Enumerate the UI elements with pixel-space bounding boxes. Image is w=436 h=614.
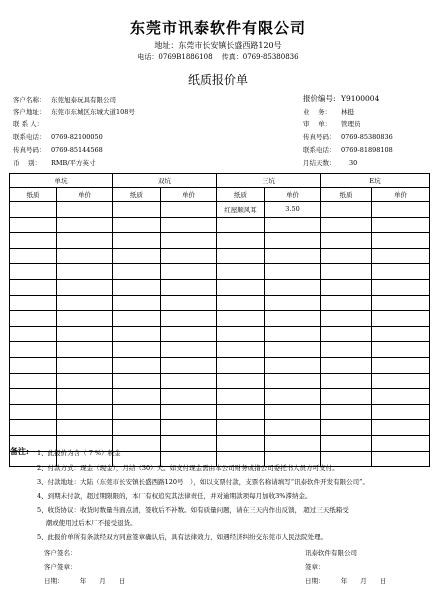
customer-address-row: [13, 107, 135, 116]
table-cell: 红屋顺风耳: [217, 202, 265, 218]
table-cell: [372, 202, 430, 218]
group-header: 三坑: [217, 174, 321, 188]
table-cell: [161, 357, 217, 373]
table-cell: [57, 342, 113, 358]
field-label: 联系电话：: [13, 133, 46, 141]
table-cell: [321, 217, 372, 233]
table-cell: [113, 404, 161, 420]
table-cell: [10, 202, 57, 218]
note-item: 4、到期未付款，超过期限限的，本厂有权追究其法律责任，并对逾期款项每月加收3%滞纳金。: [37, 492, 312, 500]
table-row: [10, 233, 430, 249]
table-cell: [217, 248, 265, 264]
field-label: 报价编号:: [303, 94, 336, 103]
note-item: 2、付款方式：现金（现金），月结（30）天。如支付现金需由本公司财务或指公司委托书人员方可支付。: [37, 464, 339, 472]
payment-days-row: [303, 158, 357, 167]
field-label: 传真号码：: [13, 146, 46, 154]
group-header-row: [10, 174, 430, 188]
table-cell: [57, 233, 113, 249]
table-cell: [217, 279, 265, 295]
table-cell: [265, 420, 321, 436]
table-cell: [57, 279, 113, 295]
table-row: [10, 311, 430, 327]
table-cell: [161, 217, 217, 233]
note-item: 5、收货协议：收货时数量当面点清，签收后不补数。如有质量问题，请在三天内作出反馈， 超过三天纸箱受: [37, 506, 349, 514]
table-cell: [217, 420, 265, 436]
table-cell: [10, 326, 57, 342]
company-address: 地址：东莞市长安镇长盛西路120号: [154, 41, 282, 50]
table-cell: [57, 373, 113, 389]
table-cell: [372, 264, 430, 280]
column-header: 单价: [161, 188, 217, 202]
table-cell: [372, 404, 430, 420]
table-cell: [161, 248, 217, 264]
table-cell: [113, 373, 161, 389]
table-cell: [10, 420, 57, 436]
document-title: 纸质报价单: [187, 73, 248, 87]
table-cell: [321, 311, 372, 327]
field-label: 业 务：: [303, 108, 332, 116]
company-phone-row: [303, 145, 393, 154]
customer-date-label: 日期： 年 月 日: [44, 577, 126, 585]
table-cell: [372, 217, 430, 233]
table-cell: [161, 342, 217, 358]
column-header: 纸质: [321, 188, 372, 202]
table-cell: [57, 295, 113, 311]
table-cell: [372, 248, 430, 264]
customer-name: 东莞旭泰玩具有限公司: [51, 96, 116, 104]
table-cell: [57, 217, 113, 233]
table-cell: 3.50: [265, 202, 321, 218]
table-cell: [372, 311, 430, 327]
field-label: 币 别：: [13, 159, 42, 167]
salesperson-row: [303, 107, 354, 116]
note-item: 5、此报价单所有条款经双方同意签章确认后，具有法律效力，如遇经济纠纷交东莞市人民法院处理。: [37, 533, 328, 541]
field-label: 传真号码：: [303, 133, 336, 141]
table-cell: [321, 248, 372, 264]
table-cell: [217, 264, 265, 280]
table-cell: [161, 389, 217, 405]
table-cell: [10, 389, 57, 405]
table-cell: [161, 311, 217, 327]
group-header: 单坑: [10, 174, 113, 188]
table-cell: [10, 264, 57, 280]
table-cell: [265, 248, 321, 264]
customer-fax: 0769-85144568: [51, 146, 103, 154]
table-row: [10, 357, 430, 373]
table-cell: [321, 357, 372, 373]
company-fax-row: [303, 132, 393, 141]
table-cell: [217, 311, 265, 327]
contact-row: [13, 119, 51, 128]
table-cell: [161, 373, 217, 389]
table-cell: [57, 420, 113, 436]
table-cell: [217, 404, 265, 420]
customer-signature-label: 客户签名：: [44, 549, 77, 557]
table-cell: [372, 435, 430, 451]
note-item: 3、付款地址：大陆（东莞市长安镇长盛西路120号 ），如以支票付款，支票名称请填写“讯泰软件开发有限公司”。: [37, 478, 369, 486]
table-cell: [265, 279, 321, 295]
table-cell: [217, 435, 265, 451]
table-cell: [265, 389, 321, 405]
customer-phone-row: [13, 132, 103, 141]
table-cell: [161, 202, 217, 218]
table-row: [10, 420, 430, 436]
table-cell: [321, 202, 372, 218]
reviewer: 管理员: [341, 120, 361, 128]
column-header: 纸质: [113, 188, 161, 202]
column-header: 单价: [265, 188, 321, 202]
table-cell: [217, 217, 265, 233]
table-row: [10, 326, 430, 342]
salesperson: 林挺: [341, 108, 354, 116]
table-cell: [372, 342, 430, 358]
table-cell: [161, 420, 217, 436]
table-cell: [57, 311, 113, 327]
column-header: 纸质: [217, 188, 265, 202]
note-item: 潮或使用过后本厂不接受退货。: [37, 519, 137, 527]
table-cell: [113, 326, 161, 342]
table-cell: [372, 389, 430, 405]
table-cell: [10, 404, 57, 420]
table-cell: [57, 202, 113, 218]
field-label: 审 单：: [303, 120, 332, 128]
table-cell: [321, 233, 372, 249]
currency-row: [13, 158, 96, 167]
quote-number: Y9100004: [341, 94, 380, 103]
table-cell: [161, 295, 217, 311]
reviewer-row: [303, 119, 361, 128]
group-header: 双坑: [113, 174, 217, 188]
group-header: E坑: [321, 174, 430, 188]
table-cell: [372, 420, 430, 436]
table-cell: [372, 295, 430, 311]
table-cell: [321, 420, 372, 436]
table-cell: [321, 279, 372, 295]
payment-days: 30: [349, 159, 358, 167]
table-cell: [57, 404, 113, 420]
table-cell: [372, 451, 430, 467]
table-cell: [161, 435, 217, 451]
table-cell: [10, 311, 57, 327]
column-header-row: [10, 188, 430, 202]
table-cell: [321, 435, 372, 451]
table-row: [10, 248, 430, 264]
table-cell: [57, 264, 113, 280]
table-row: [10, 279, 430, 295]
table-cell: [265, 311, 321, 327]
table-row: [10, 264, 430, 280]
table-cell: [113, 311, 161, 327]
column-header: 单价: [372, 188, 430, 202]
table-cell: [372, 279, 430, 295]
table-cell: [113, 420, 161, 436]
note-item: 1、此报价为含（ 7 %）税金: [37, 449, 121, 457]
field-label: 客户名称：: [13, 96, 46, 104]
table-row: [10, 389, 430, 405]
field-label: 联系电话：: [303, 146, 336, 154]
table-row: [10, 404, 430, 420]
table-cell: [161, 233, 217, 249]
table-row: [10, 342, 430, 358]
table-cell: [217, 357, 265, 373]
table-cell: [113, 342, 161, 358]
table-cell: [113, 279, 161, 295]
field-label: 月结天数：: [303, 159, 336, 167]
table-cell: [372, 233, 430, 249]
company-fax: 0769-85380836: [341, 133, 393, 141]
table-cell: [321, 295, 372, 311]
column-header: 纸质: [10, 188, 57, 202]
table-cell: [265, 404, 321, 420]
table-cell: [321, 404, 372, 420]
field-label: 联 系 人：: [13, 120, 44, 128]
customer-name-row: [13, 95, 116, 104]
table-cell: [265, 217, 321, 233]
table-cell: [10, 217, 57, 233]
table-cell: [321, 342, 372, 358]
currency: RMB/平方英寸: [51, 159, 96, 167]
table-cell: [321, 326, 372, 342]
table-cell: [161, 279, 217, 295]
table-row: [10, 217, 430, 233]
table-cell: [10, 357, 57, 373]
table-cell: [10, 373, 57, 389]
table-cell: [57, 326, 113, 342]
table-cell: [113, 264, 161, 280]
company-name: 东莞市讯泰软件有限公司: [129, 19, 306, 37]
table-cell: [57, 248, 113, 264]
table-row: [10, 202, 430, 218]
vendor-company-label: 讯泰软件有限公司: [305, 549, 357, 557]
vendor-seal-label: 签章：: [305, 563, 325, 571]
table-cell: [113, 357, 161, 373]
table-cell: [265, 233, 321, 249]
table-cell: [265, 326, 321, 342]
table-cell: [217, 373, 265, 389]
company-phone: 电话：0769B1886108 传真：0769-85380836: [137, 53, 299, 61]
table-cell: [217, 233, 265, 249]
table-cell: [321, 373, 372, 389]
table-cell: [217, 389, 265, 405]
table-row: [10, 373, 430, 389]
notes-title: 备注:: [10, 446, 29, 456]
field-label: 客户地址：: [13, 108, 46, 116]
table-cell: [113, 217, 161, 233]
table-cell: [10, 295, 57, 311]
customer-fax-row: [13, 145, 103, 154]
table-cell: [10, 248, 57, 264]
table-cell: [217, 342, 265, 358]
table-cell: [265, 373, 321, 389]
customer-phone: 0769-82100050: [51, 133, 103, 141]
table-cell: [57, 389, 113, 405]
table-cell: [372, 326, 430, 342]
table-cell: [265, 357, 321, 373]
table-cell: [10, 342, 57, 358]
table-cell: [57, 357, 113, 373]
table-cell: [10, 233, 57, 249]
table-cell: [10, 279, 57, 295]
table-cell: [113, 389, 161, 405]
table-row: [10, 295, 430, 311]
table-cell: [372, 373, 430, 389]
table-cell: [113, 248, 161, 264]
table-cell: [372, 357, 430, 373]
price-table: [9, 173, 430, 467]
column-header: 单价: [57, 188, 113, 202]
table-cell: [217, 326, 265, 342]
table-cell: [265, 342, 321, 358]
table-cell: [321, 264, 372, 280]
table-cell: [265, 295, 321, 311]
vendor-date-label: 日期： 年 月 日: [305, 577, 387, 585]
table-cell: [265, 264, 321, 280]
table-cell: [113, 233, 161, 249]
table-cell: [217, 295, 265, 311]
table-cell: [321, 389, 372, 405]
table-cell: [161, 264, 217, 280]
customer-address: 东莞市东城区东城大道108号: [51, 108, 135, 116]
table-cell: [161, 326, 217, 342]
customer-seal-label: 客户签章：: [44, 563, 77, 571]
table-cell: [265, 435, 321, 451]
table-cell: [113, 295, 161, 311]
company-contact-phone: 0769-81898108: [341, 146, 393, 154]
quote-number-row: [303, 93, 379, 104]
table-cell: [161, 404, 217, 420]
table-cell: [113, 202, 161, 218]
